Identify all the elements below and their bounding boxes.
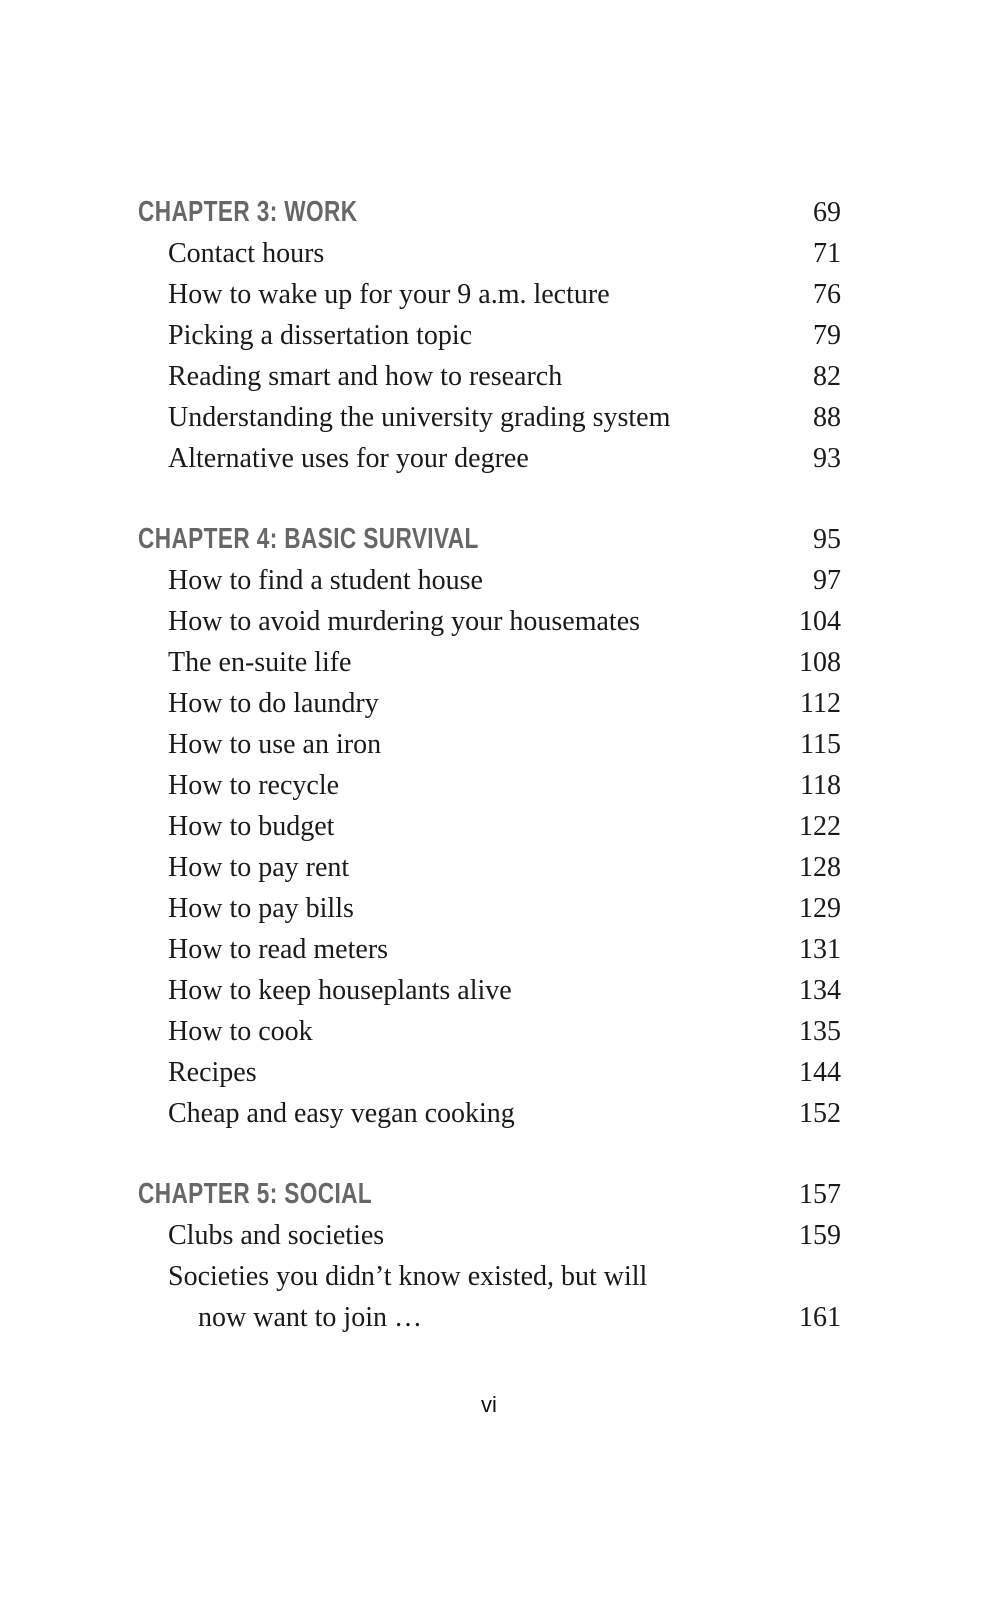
- page-number: vi: [481, 1392, 497, 1417]
- entry-title: Reading smart and how to research: [168, 361, 563, 392]
- toc-entry: [138, 929, 841, 970]
- entry-title: How to pay rent: [168, 852, 350, 883]
- page-ref: 93: [813, 443, 841, 474]
- page-ref: 159: [799, 1220, 841, 1251]
- page-ref: 115: [800, 729, 841, 760]
- page-ref: 118: [800, 770, 841, 801]
- entry-title: Recipes: [168, 1057, 257, 1088]
- toc-entry: [138, 1011, 841, 1052]
- toc-entry: [138, 1093, 841, 1134]
- page-ref: 131: [799, 934, 841, 965]
- entry-title: How to cook: [168, 1016, 313, 1047]
- page-ref: 88: [813, 402, 841, 433]
- page-ref: 108: [799, 647, 841, 678]
- entry-title: How to budget: [168, 811, 335, 842]
- toc-entry: [138, 847, 841, 888]
- entry-title: How to find a student house: [168, 565, 483, 596]
- toc-entry: [138, 970, 841, 1011]
- page-ref: 112: [800, 688, 841, 719]
- page-ref: 97: [813, 565, 841, 596]
- page-ref: 76: [813, 279, 841, 310]
- toc-entry: [138, 315, 841, 356]
- page-ref: 95: [813, 524, 841, 555]
- toc-entry: [138, 397, 841, 438]
- page-ref: 157: [799, 1179, 841, 1210]
- page-ref: 144: [799, 1057, 841, 1088]
- entry-title: now want to join …: [198, 1302, 422, 1333]
- entry-title: How to do laundry: [168, 688, 379, 719]
- page-ref: 104: [799, 606, 841, 637]
- page-ref: 152: [799, 1098, 841, 1129]
- toc-entry: [138, 233, 841, 274]
- entry-title: How to pay bills: [168, 893, 354, 924]
- toc-entry: [138, 1297, 841, 1338]
- chapter-title: CHAPTER 5: SOCIAL: [138, 1178, 373, 1210]
- page-ref: 82: [813, 361, 841, 392]
- page-ref: 122: [799, 811, 841, 842]
- entry-title: How to recycle: [168, 770, 340, 801]
- toc-entry: [138, 356, 841, 397]
- page-ref: 134: [799, 975, 841, 1006]
- entry-title: Understanding the university grading system: [168, 402, 671, 433]
- entry-title: Alternative uses for your degree: [168, 443, 529, 474]
- entry-title: How to keep houseplants alive: [168, 975, 512, 1006]
- page-ref: 79: [813, 320, 841, 351]
- entry-title: Societies you didn’t know existed, but will: [168, 1261, 648, 1292]
- toc-entry: [138, 1256, 841, 1297]
- toc-entry: [138, 274, 841, 315]
- toc-entry: [138, 806, 841, 847]
- chapter-title: CHAPTER 3: WORK: [138, 196, 358, 228]
- chapter-heading: [138, 192, 841, 233]
- toc-entry: [138, 1215, 841, 1256]
- page-ref: 71: [813, 238, 841, 269]
- chapter-heading: [138, 519, 841, 560]
- page-ref: 135: [799, 1016, 841, 1047]
- toc-entry: [138, 724, 841, 765]
- page-ref: 161: [799, 1302, 841, 1333]
- entry-title: Cheap and easy vegan cooking: [168, 1098, 515, 1129]
- entry-title: Contact hours: [168, 238, 325, 269]
- toc-entry: [138, 438, 841, 479]
- toc-entry: [138, 683, 841, 724]
- entry-title: Picking a dissertation topic: [168, 320, 473, 351]
- entry-title: How to use an iron: [168, 729, 382, 760]
- toc-entry: [138, 642, 841, 683]
- entry-title: Clubs and societies: [168, 1220, 385, 1251]
- entry-title: How to avoid murdering your housemates: [168, 606, 641, 637]
- toc-entry: [138, 601, 841, 642]
- entry-title: The en-suite life: [168, 647, 352, 678]
- table-of-contents: [138, 192, 841, 1338]
- page-ref: 128: [799, 852, 841, 883]
- chapter-title: CHAPTER 4: BASIC SURVIVAL: [138, 523, 479, 555]
- entry-title: How to read meters: [168, 934, 389, 965]
- toc-entry: [138, 1052, 841, 1093]
- toc-entry: [138, 888, 841, 929]
- toc-entry: [138, 765, 841, 806]
- page-ref: 69: [813, 197, 841, 228]
- entry-title: How to wake up for your 9 a.m. lecture: [168, 279, 610, 310]
- page-ref: 129: [799, 893, 841, 924]
- chapter-heading: [138, 1174, 841, 1215]
- toc-entry: [138, 560, 841, 601]
